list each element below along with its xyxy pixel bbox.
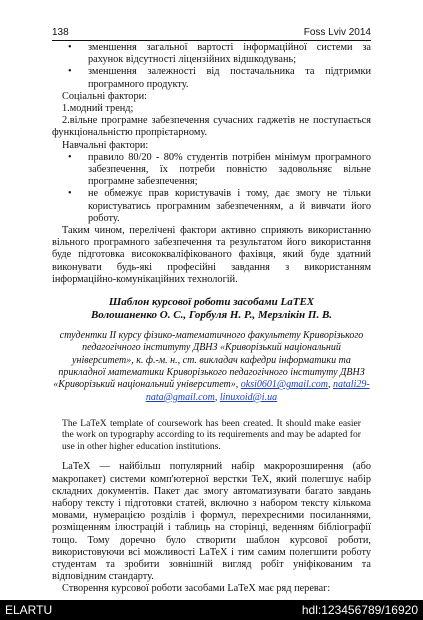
list-item: 1.модний тренд; (62, 103, 134, 115)
bullet-list-educational (52, 152, 371, 225)
email-link[interactable]: oksi0601@gmail.com (240, 379, 329, 391)
handle-id: hdl:123456789/16920 (301, 603, 418, 617)
footer-bar (0, 600, 423, 620)
email-link[interactable]: linuxoid@i.ua (219, 391, 278, 403)
page-content (52, 42, 371, 596)
page-number: 138 (52, 27, 69, 38)
email-link[interactable]: natali29-nata@gmail.com (145, 379, 370, 403)
bullet-list-economic (52, 42, 371, 91)
affiliation-text: студентки ІІ курсу фізико-математичного факультету Криворізького педагогічного інституту ДВНЗ «Криворізький національний університет», к. ф.-м. н., ст. викладач кафедри інформатики та прикладної математики Криворізького педагогічного інституту ДВНЗ «Криворізький національний університет», (53, 330, 365, 391)
affiliation: студентки ІІ курсу фізико-математичного факультету Криворізького педагогічного інституту ДВНЗ «Криворізький національний університет», к. ф.-м. н., ст. викладач кафедри інформатики та прикладної математики Криворізького педагогічного інституту ДВНЗ «Криворізький національний університет», oksi0601@gmail.com, natali29-nata@gmail.com, linuxoid@i.ua (53, 330, 370, 403)
abstract: The LaTeX template of coursework has been created. It should make easier the work on typography according to its requirements and may be adapted for use in other higher education institutions. (62, 417, 361, 452)
list-item: • не обмежує прав користувачів і тому, дає змогу не тільки користуватись програмним забезпеченням, а й вивчати його роботу. (52, 188, 371, 225)
running-header (52, 27, 371, 39)
body-paragraph: LaTeX — найбільш популярний набір макророзширення (або макропакет) системи комп'ютерної верстки TeX, який полегшує набір складних документів. Пакет дає змогу автоматизувати багато завдань набору тексту і підготовки статей, включно з набором тексту кількома мовами, нумерацією розділів і формул, перехресними посиланнями, розміщенням ілюстрацій і таблиць на сторінці, веденням бібліографії тощо. Тому доречно було створити шаблон курсової роботи, використовуючи всі можливості LaTeX і тим самим полегшити роботу студентам та зробити зовнішній вигляд робіт уніфікованим та відповідним стандарту. (52, 461, 371, 583)
edu-heading: Навчальні фактори: (62, 139, 149, 151)
authors: Волошаненко О. С., Горбуля Н. Р., Мерзлікін П. В. (90, 309, 333, 322)
header-rule (52, 40, 371, 41)
list-item: • правило 80/20 - 80% студентів потрібен мінімум програмного забезпечення, їх потреби повністю задовольняє вільне програмне забезпечення; (52, 152, 371, 189)
repository-name: ELARTU (5, 603, 53, 617)
social-heading: Соціальні фактори: (62, 90, 147, 102)
list-item: 2.вільне програмне забезпечення сучасних гаджетів не поступається функціональністю пропрієтарному. (52, 115, 371, 139)
list-item: • зменшення загальної вартості інформаційної системи за рахунок відсутності ліцензійних відшкодувань; (52, 42, 371, 66)
conference-name: Foss Lviv 2014 (303, 27, 371, 38)
section-title: Шаблон курсової роботи засобами LaTEX (108, 296, 315, 309)
conclusion-paragraph: Таким чином, перелічені фактори активно сприяють використанню вільного програмного забезпечення та результатом його використання буде підготовка висококваліфікованого фахівця, який буде здатний виконувати будь-які професійні завдання з використанням інформаційно-комунікаційних технологій. (52, 225, 371, 285)
body-last-line: Створення курсової роботи засобами LaTeX має ряд переваг: (62, 583, 331, 595)
list-item: • зменшення залежності від постачальника та підтримки програмного продукту. (52, 66, 371, 90)
